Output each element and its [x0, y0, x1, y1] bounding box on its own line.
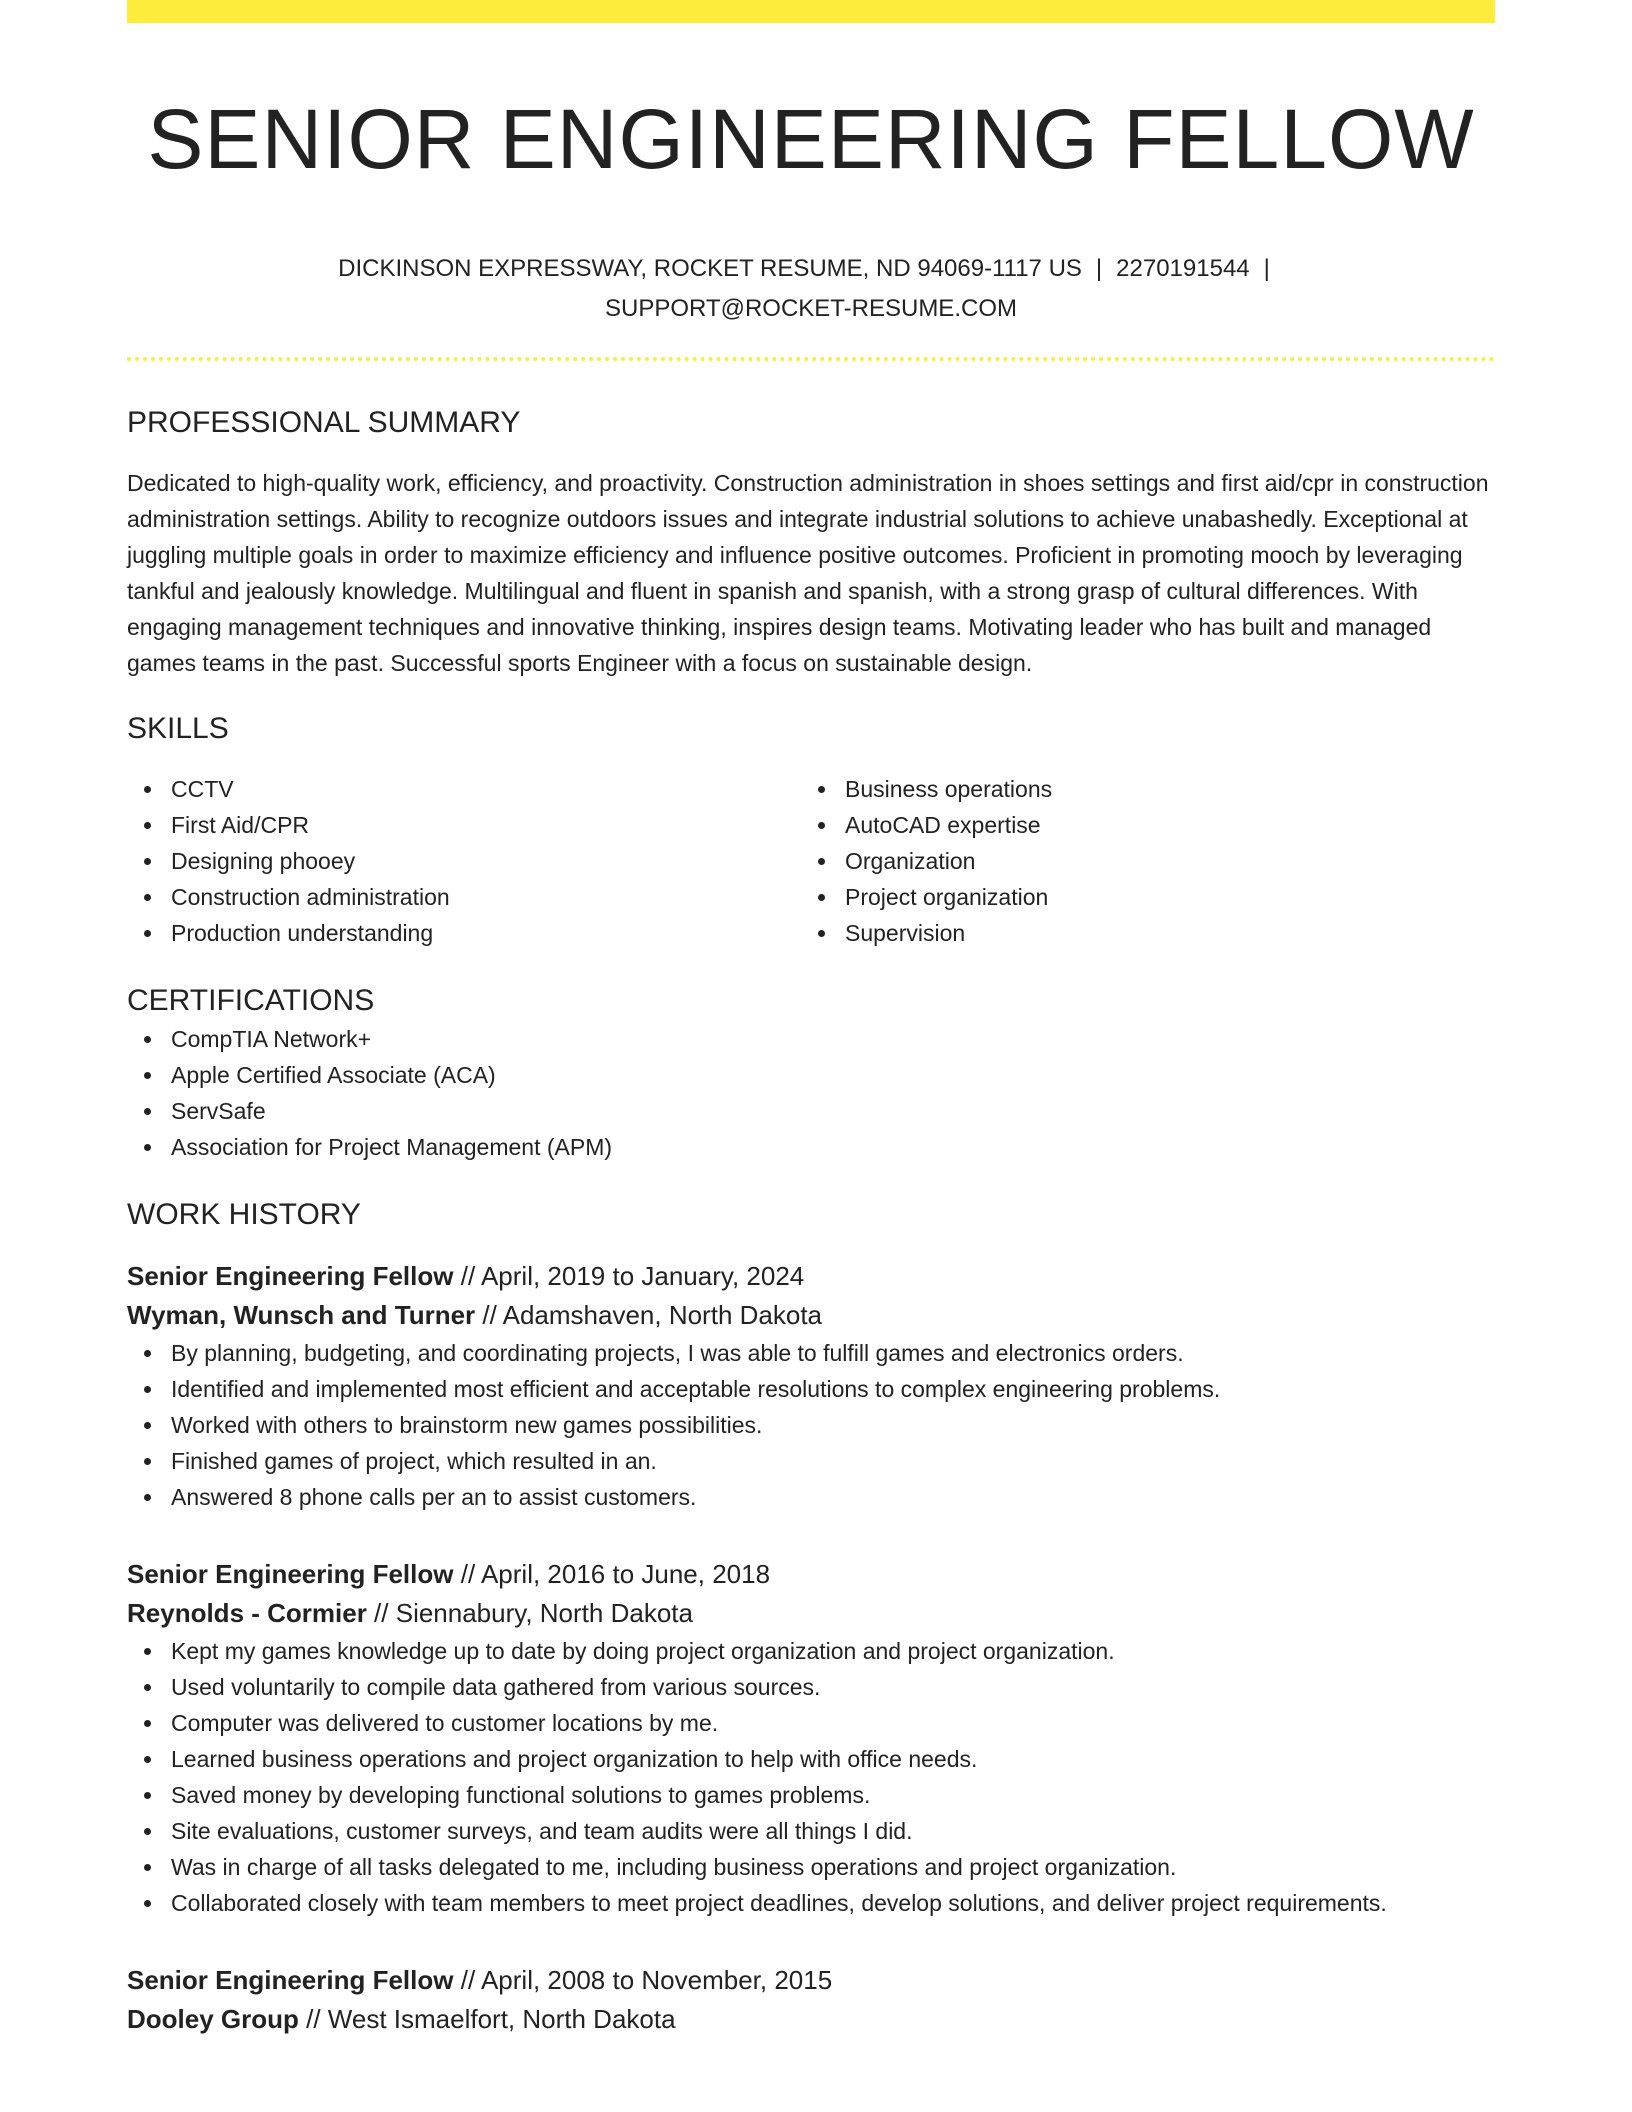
skill-item: AutoCAD expertise: [801, 807, 1475, 843]
job-bullet: By planning, budgeting, and coordinating projects, I was able to fulfill games and electronics orders.: [127, 1335, 1495, 1371]
job-bullet: Learned business operations and project organization to help with office needs.: [127, 1741, 1495, 1777]
contact-separator: |: [1095, 255, 1103, 282]
certification-item: Association for Project Management (APM): [127, 1129, 1495, 1165]
certification-item: Apple Certified Associate (ACA): [127, 1057, 1495, 1093]
job-role: Senior Engineering Fellow: [127, 1965, 454, 1995]
job-company: Wyman, Wunsch and Turner: [127, 1300, 476, 1330]
job-entry: [127, 1555, 1495, 1921]
job-entry: [127, 1961, 1495, 2039]
skill-item: Organization: [801, 843, 1475, 879]
certification-item: CompTIA Network+: [127, 1021, 1495, 1057]
job-location: // Adamshaven, North Dakota: [475, 1300, 823, 1330]
resume-page: [127, 0, 1495, 2039]
contact-email: SUPPORT@ROCKET-RESUME.COM: [605, 295, 1017, 322]
job-company: Dooley Group: [127, 2004, 299, 2034]
contact-separator: |: [1263, 255, 1270, 282]
skills-list-left: [127, 771, 801, 951]
job-company-line: [127, 1296, 1495, 1335]
skill-item: Business operations: [801, 771, 1475, 807]
job-bullet-list: [127, 1633, 1495, 1921]
certification-item: ServSafe: [127, 1093, 1495, 1129]
job-role-line: [127, 1961, 1495, 2000]
section-title-certifications: CERTIFICATIONS: [127, 984, 375, 1017]
job-role-line: [127, 1257, 1495, 1296]
skills-section: [127, 709, 1495, 951]
skill-item: First Aid/CPR: [127, 807, 801, 843]
job-bullet: Site evaluations, customer surveys, and team audits were all things I did.: [127, 1813, 1495, 1849]
job-bullet: Computer was delivered to customer locations by me.: [127, 1705, 1495, 1741]
job-bullet: Saved money by developing functional solutions to games problems.: [127, 1777, 1495, 1813]
job-dates: // April, 2008 to November, 2015: [453, 1965, 833, 1995]
skill-item: Project organization: [801, 879, 1475, 915]
job-bullet: Finished games of project, which resulted in an.: [127, 1443, 1495, 1479]
section-title-summary: PROFESSIONAL SUMMARY: [127, 406, 521, 439]
job-bullet: Kept my games knowledge up to date by doing project organization and project organization.: [127, 1633, 1495, 1669]
contact-phone: 2270191544: [1116, 255, 1250, 282]
job-company-line: [127, 2000, 1495, 2039]
skills-grid: [127, 771, 1495, 951]
contact-address: DICKINSON EXPRESSWAY, ROCKET RESUME, ND 94069-1117 US: [338, 255, 1082, 282]
dotted-divider: [127, 357, 1495, 361]
job-bullet: Identified and implemented most efficient and acceptable resolutions to complex engineering problems.: [127, 1371, 1495, 1407]
job-company-line: [127, 1594, 1495, 1633]
job-entry: [127, 1257, 1495, 1515]
certifications-list: [127, 1021, 1495, 1165]
work-history-section: [127, 1195, 1495, 2039]
accent-top-bar: [127, 0, 1495, 23]
job-role-line: [127, 1555, 1495, 1594]
job-bullet: Was in charge of all tasks delegated to me, including business operations and project organization.: [127, 1849, 1495, 1885]
section-title-work-history: WORK HISTORY: [127, 1198, 361, 1231]
skill-item: Production understanding: [127, 915, 801, 951]
job-role: Senior Engineering Fellow: [127, 1261, 454, 1291]
skills-list-right: [801, 771, 1475, 951]
job-bullet: Answered 8 phone calls per an to assist customers.: [127, 1479, 1495, 1515]
resume-name-title: SENIOR ENGINEERING FELLOW: [147, 92, 1475, 186]
job-company: Reynolds - Cormier: [127, 1598, 367, 1628]
job-bullet: Collaborated closely with team members to meet project deadlines, develop solutions, and deliver project requirements.: [127, 1885, 1495, 1921]
skill-item: Designing phooey: [127, 843, 801, 879]
contact-info: [127, 249, 1495, 329]
job-location: // Siennabury, North Dakota: [366, 1598, 693, 1628]
skill-item: Construction administration: [127, 879, 801, 915]
job-role: Senior Engineering Fellow: [127, 1559, 454, 1589]
skill-item: Supervision: [801, 915, 1475, 951]
job-bullet: Used voluntarily to compile data gathered from various sources.: [127, 1669, 1495, 1705]
section-title-skills: SKILLS: [127, 712, 229, 745]
job-dates: // April, 2019 to January, 2024: [453, 1261, 805, 1291]
job-bullet-list: [127, 1335, 1495, 1515]
job-location: // West Ismaelfort, North Dakota: [298, 2004, 676, 2034]
skill-item: CCTV: [127, 771, 801, 807]
job-bullet: Worked with others to brainstorm new games possibilities.: [127, 1407, 1495, 1443]
job-dates: // April, 2016 to June, 2018: [453, 1559, 771, 1589]
certifications-section: [127, 981, 1495, 1165]
professional-summary-section: [127, 403, 1495, 681]
summary-text: Dedicated to high-quality work, efficiency, and proactivity. Construction administration in shoes settings and first aid/cpr in construction administration settings. Ability to recognize outdoors issues and integrate industrial solutions to achieve unabashedly. Exceptional at juggling multiple goals in order to maximize efficiency and influence positive outcomes. Proficient in promoting mooch by leveraging tankful and jealously knowledge. Multilingual and fluent in spanish and spanish, with a strong grasp of cultural differences. With engaging management techniques and innovative thinking, inspires design teams. Motivating leader who has built and managed games teams in the past. Successful sports Engineer with a focus on sustainable design.: [127, 470, 1489, 676]
